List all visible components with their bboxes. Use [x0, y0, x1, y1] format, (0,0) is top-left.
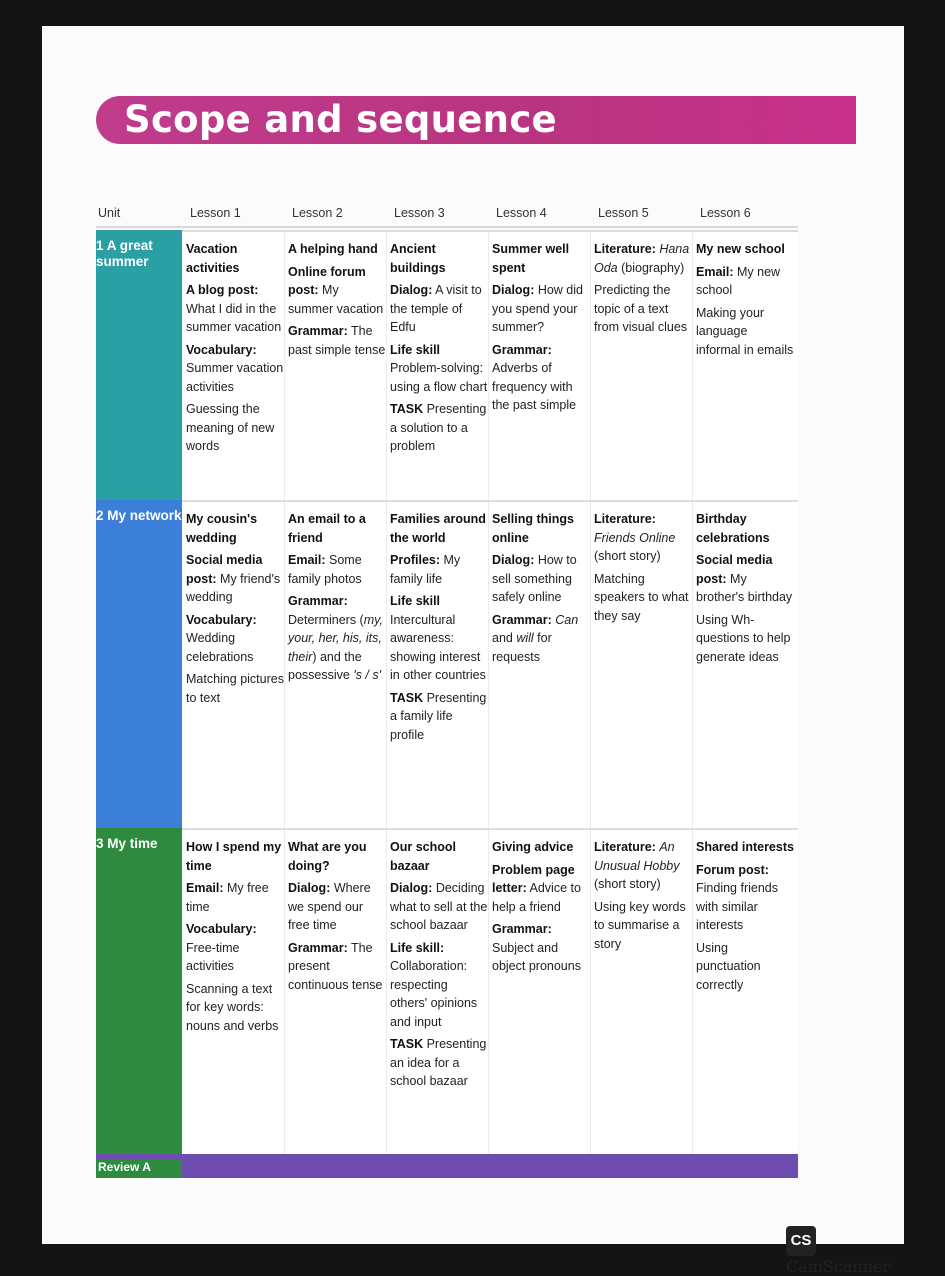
- lesson-line: [390, 341, 488, 397]
- lesson-line: [390, 592, 488, 685]
- lesson-text: How did you spend your summer?: [492, 283, 583, 334]
- lesson-text: Online forum post:: [288, 264, 366, 297]
- lesson-line: [696, 263, 794, 300]
- lesson-line: [696, 240, 794, 259]
- column-divider: [692, 232, 693, 500]
- lesson-line: [186, 551, 284, 607]
- lesson-text: Literature:: [594, 512, 656, 526]
- lesson-line: [696, 551, 794, 607]
- lesson-cell: [696, 838, 794, 998]
- lesson-text: Using punctuation correctly: [696, 940, 761, 992]
- lesson-text: The present continuous tense: [288, 940, 383, 992]
- lesson-line: [186, 341, 284, 397]
- lesson-cell: [390, 510, 488, 748]
- lesson-line: [492, 341, 590, 415]
- lesson-text: Life skill: [390, 594, 441, 608]
- lesson-cell: [288, 240, 386, 363]
- lesson-line: [186, 240, 284, 277]
- lesson-text: The past simple tense: [288, 324, 386, 357]
- lesson-line: [390, 1035, 488, 1091]
- lesson-text: How I spend my time: [186, 840, 282, 873]
- lesson-line: [186, 670, 284, 707]
- lesson-text: Determiners (: [288, 612, 364, 627]
- lesson-text: Presenting a solution to a problem: [390, 402, 487, 453]
- lesson-line: [390, 551, 488, 588]
- lesson-text: An Unusual Hobby: [594, 840, 680, 873]
- lesson-text: Wedding celebrations: [186, 631, 254, 664]
- lesson-text: Grammar:: [492, 612, 552, 627]
- camscanner-watermark: [786, 1226, 904, 1276]
- lesson-text: Forum post:: [696, 862, 769, 877]
- lesson-text: A helping hand: [288, 242, 378, 256]
- lesson-text: My new school: [696, 264, 781, 297]
- lesson-cell: [186, 510, 284, 711]
- lesson-line: [492, 611, 590, 667]
- column-divider: [590, 232, 591, 500]
- lesson-line: [390, 838, 488, 875]
- unit-row-1: [96, 230, 798, 500]
- lesson-text: Using Wh-questions to help generate ideas: [696, 612, 791, 664]
- lesson-text: Free-time activities: [186, 940, 240, 973]
- lessons-area: [182, 828, 798, 1154]
- lesson-line: [696, 838, 794, 857]
- lesson-text: 's / s': [353, 668, 382, 682]
- lesson-line: [390, 240, 488, 277]
- lesson-text: TASK: [390, 1037, 424, 1051]
- lesson-text: Can: [555, 612, 579, 627]
- lesson-line: [696, 304, 794, 360]
- lesson-text: What are you doing?: [288, 840, 367, 873]
- lesson-text: Grammar:: [288, 594, 348, 608]
- lesson-text: An email to a friend: [288, 512, 366, 545]
- lesson-line: [696, 861, 794, 935]
- lesson-text: Vocabulary:: [186, 922, 257, 936]
- column-divider: [692, 502, 693, 828]
- column-header: Lesson 2: [292, 206, 343, 220]
- lesson-line: [288, 240, 386, 259]
- lesson-line: [186, 879, 284, 916]
- column-divider: [590, 830, 591, 1154]
- lesson-text: Grammar:: [492, 342, 552, 357]
- camscanner-text: CamScanner: [786, 1257, 891, 1276]
- lesson-text: Adverbs of frequency with the past simple: [492, 361, 577, 412]
- lesson-text: (short story): [594, 877, 661, 891]
- lesson-text: Vocabulary:: [186, 612, 257, 627]
- lesson-text: What I did in the summer vacation: [186, 301, 282, 334]
- lesson-line: [186, 838, 284, 875]
- lesson-text: and: [492, 631, 517, 645]
- lesson-text: Deciding what to sell at the school bazaar: [390, 881, 488, 932]
- lesson-text: Hana Oda: [594, 242, 690, 275]
- lesson-text: Literature:: [594, 242, 656, 256]
- lesson-line: [288, 939, 386, 995]
- lesson-text: Where we spend our free time: [288, 881, 371, 932]
- column-divider: [590, 502, 591, 828]
- column-divider: [284, 830, 285, 1154]
- lesson-text: my, your, her, his, its, their: [288, 612, 383, 664]
- lesson-line: [186, 281, 284, 337]
- lesson-line: [594, 281, 692, 337]
- review-row: [96, 1154, 798, 1178]
- unit-row-2: [96, 500, 798, 828]
- page: [42, 26, 904, 1276]
- lesson-text: Email:: [186, 881, 224, 895]
- lesson-line: [492, 281, 590, 337]
- lesson-text: Dialog:: [288, 881, 331, 895]
- lesson-line: [288, 838, 386, 875]
- lesson-text: Some family photos: [288, 553, 362, 586]
- lesson-line: [288, 263, 386, 319]
- lesson-text: Dialog:: [492, 553, 535, 567]
- lesson-text: Dialog:: [390, 881, 433, 895]
- lesson-text: Advice to help a friend: [492, 881, 581, 914]
- column-header: Lesson 5: [598, 206, 649, 220]
- lesson-line: [696, 611, 794, 667]
- title-banner: [96, 96, 856, 144]
- lesson-line: [186, 510, 284, 547]
- lesson-cell: [186, 838, 284, 1039]
- lesson-text: (short story): [594, 549, 661, 563]
- lessons-area: [182, 500, 798, 828]
- lesson-line: [492, 551, 590, 607]
- lesson-line: [288, 551, 386, 588]
- lesson-text: Summer vacation activities: [186, 361, 284, 394]
- lesson-line: [288, 592, 386, 685]
- lesson-text: Guessing the meaning of new words: [186, 402, 275, 453]
- lesson-cell: [696, 510, 794, 670]
- column-header: Lesson 1: [190, 206, 241, 220]
- column-divider: [284, 232, 285, 500]
- lesson-text: How to sell something safely online: [492, 553, 577, 604]
- lesson-cell: [186, 240, 284, 460]
- lesson-line: [186, 611, 284, 667]
- lesson-text: Profiles:: [390, 553, 441, 567]
- unit-label: 3 My time: [96, 836, 158, 851]
- column-divider: [386, 232, 387, 500]
- lesson-cell: [288, 510, 386, 689]
- lesson-text: (biography): [617, 260, 685, 275]
- lesson-text: My brother's birthday: [696, 571, 793, 604]
- lesson-text: Problem-solving: using a flow chart: [390, 361, 488, 394]
- lesson-line: [390, 879, 488, 935]
- lesson-text: Our school bazaar: [390, 840, 456, 873]
- camscanner-logo-icon: CS: [786, 1226, 816, 1256]
- lesson-text: Problem page letter:: [492, 862, 575, 895]
- lesson-line: [390, 939, 488, 1032]
- lesson-cell: [594, 240, 692, 341]
- lesson-text: Collaboration: respecting others' opinions and input: [390, 959, 478, 1029]
- lesson-text: will: [516, 631, 534, 645]
- lesson-cell: [594, 510, 692, 629]
- lesson-line: [594, 570, 692, 626]
- lesson-text: Literature:: [594, 840, 656, 854]
- lesson-text: Subject and object pronouns: [492, 940, 581, 973]
- lesson-text: Families around the world: [390, 512, 486, 545]
- lesson-text: ) and the possessive: [288, 649, 362, 682]
- lesson-text: Ancient buildings: [390, 242, 446, 275]
- lesson-text: Giving advice: [492, 840, 574, 854]
- lesson-text: Matching speakers to what they say: [594, 571, 689, 623]
- unit-label: 1 A great summer: [96, 238, 153, 269]
- lesson-text: Using key words to summarise a story: [594, 899, 686, 951]
- lesson-text: Summer well spent: [492, 242, 570, 275]
- lesson-text: Grammar:: [288, 940, 348, 955]
- lesson-line: [288, 322, 386, 359]
- column-divider: [488, 232, 489, 500]
- lesson-text: Presenting a family life profile: [390, 690, 487, 742]
- column-header: Unit: [98, 206, 121, 220]
- lesson-text: Dialog:: [390, 283, 433, 297]
- unit-cell-3: [96, 828, 182, 1154]
- column-divider: [284, 502, 285, 828]
- lesson-text: A visit to the temple of Edfu: [390, 283, 482, 334]
- lesson-line: [594, 510, 692, 566]
- lesson-text: Life skill: [390, 342, 441, 357]
- lesson-cell: [492, 240, 590, 419]
- lesson-text: Grammar:: [288, 324, 348, 338]
- column-divider: [488, 830, 489, 1154]
- lesson-text: Social media post:: [186, 553, 263, 586]
- lesson-text: My new school: [696, 242, 785, 256]
- lesson-line: [492, 920, 590, 976]
- lesson-text: Intercultural awareness: showing interest in other countries: [390, 612, 486, 682]
- lesson-cell: [390, 240, 488, 460]
- lesson-line: [594, 838, 692, 894]
- lesson-text: Predicting the topic of a text from visual clues: [594, 283, 688, 334]
- unit-row-3: [96, 828, 798, 1154]
- lesson-cell: [492, 838, 590, 980]
- column-divider: [692, 830, 693, 1154]
- lesson-text: Presenting an idea for a school bazaar: [390, 1037, 487, 1088]
- lesson-text: Making your language informal in emails: [696, 305, 794, 357]
- lesson-text: Vocabulary:: [186, 342, 257, 357]
- column-divider: [386, 502, 387, 828]
- lesson-text: Scanning a text for key words: nouns and verbs: [186, 981, 279, 1033]
- unit-cell-2: [96, 500, 182, 828]
- lesson-text: A blog post:: [186, 283, 259, 297]
- lesson-text: My cousin's wedding: [186, 512, 258, 545]
- lesson-text: Vacation activities: [186, 242, 240, 275]
- lesson-text: My free time: [186, 881, 269, 914]
- lesson-line: [390, 400, 488, 456]
- lesson-line: [492, 838, 590, 857]
- column-header: Lesson 6: [700, 206, 751, 220]
- lesson-line: [288, 879, 386, 935]
- lesson-text: My summer vacation: [288, 283, 384, 316]
- lesson-text: Dialog:: [492, 283, 535, 297]
- lesson-line: [594, 240, 692, 277]
- column-header: Lesson 4: [496, 206, 547, 220]
- lesson-text: Matching pictures to text: [186, 672, 284, 705]
- column-header: Lesson 3: [394, 206, 445, 220]
- lesson-line: [492, 510, 590, 547]
- lesson-text: Friends Online: [594, 530, 676, 545]
- lesson-text: My friend's wedding: [186, 571, 281, 604]
- lesson-line: [186, 980, 284, 1036]
- lesson-line: [390, 281, 488, 337]
- lesson-cell: [594, 838, 692, 957]
- lesson-cell: [696, 240, 794, 363]
- lesson-line: [696, 510, 794, 547]
- lesson-line: [390, 689, 488, 745]
- review-label: Review A: [96, 1160, 182, 1178]
- lesson-line: [186, 400, 284, 456]
- lesson-text: TASK: [390, 690, 424, 705]
- unit-cell-1: [96, 230, 182, 500]
- lesson-text: Selling things online: [492, 512, 574, 545]
- lesson-text: Finding friends with similar interests: [696, 881, 778, 932]
- lesson-line: [390, 510, 488, 547]
- lesson-text: Birthday celebrations: [696, 512, 770, 545]
- unit-label: 2 My network: [96, 508, 182, 523]
- lesson-line: [186, 920, 284, 976]
- lesson-text: TASK: [390, 402, 424, 416]
- lesson-text: Email:: [288, 553, 326, 567]
- lesson-line: [696, 939, 794, 995]
- lesson-line: [492, 240, 590, 277]
- lesson-cell: [492, 510, 590, 670]
- lesson-text: Shared interests: [696, 840, 794, 854]
- column-divider: [488, 502, 489, 828]
- lesson-text: Social media post:: [696, 553, 773, 586]
- column-divider: [386, 830, 387, 1154]
- lesson-line: [492, 861, 590, 917]
- page-title: Scope and sequence: [124, 98, 557, 141]
- lesson-line: [594, 898, 692, 954]
- lesson-text: Email:: [696, 264, 734, 279]
- lesson-text: for requests: [492, 631, 552, 664]
- lesson-line: [288, 510, 386, 547]
- lesson-text: Grammar:: [492, 922, 552, 936]
- lesson-cell: [288, 838, 386, 998]
- lessons-area: [182, 230, 798, 500]
- lesson-text: My family life: [390, 553, 461, 586]
- lesson-text: Life skill:: [390, 940, 445, 955]
- header-divider: [96, 226, 798, 228]
- lesson-cell: [390, 838, 488, 1095]
